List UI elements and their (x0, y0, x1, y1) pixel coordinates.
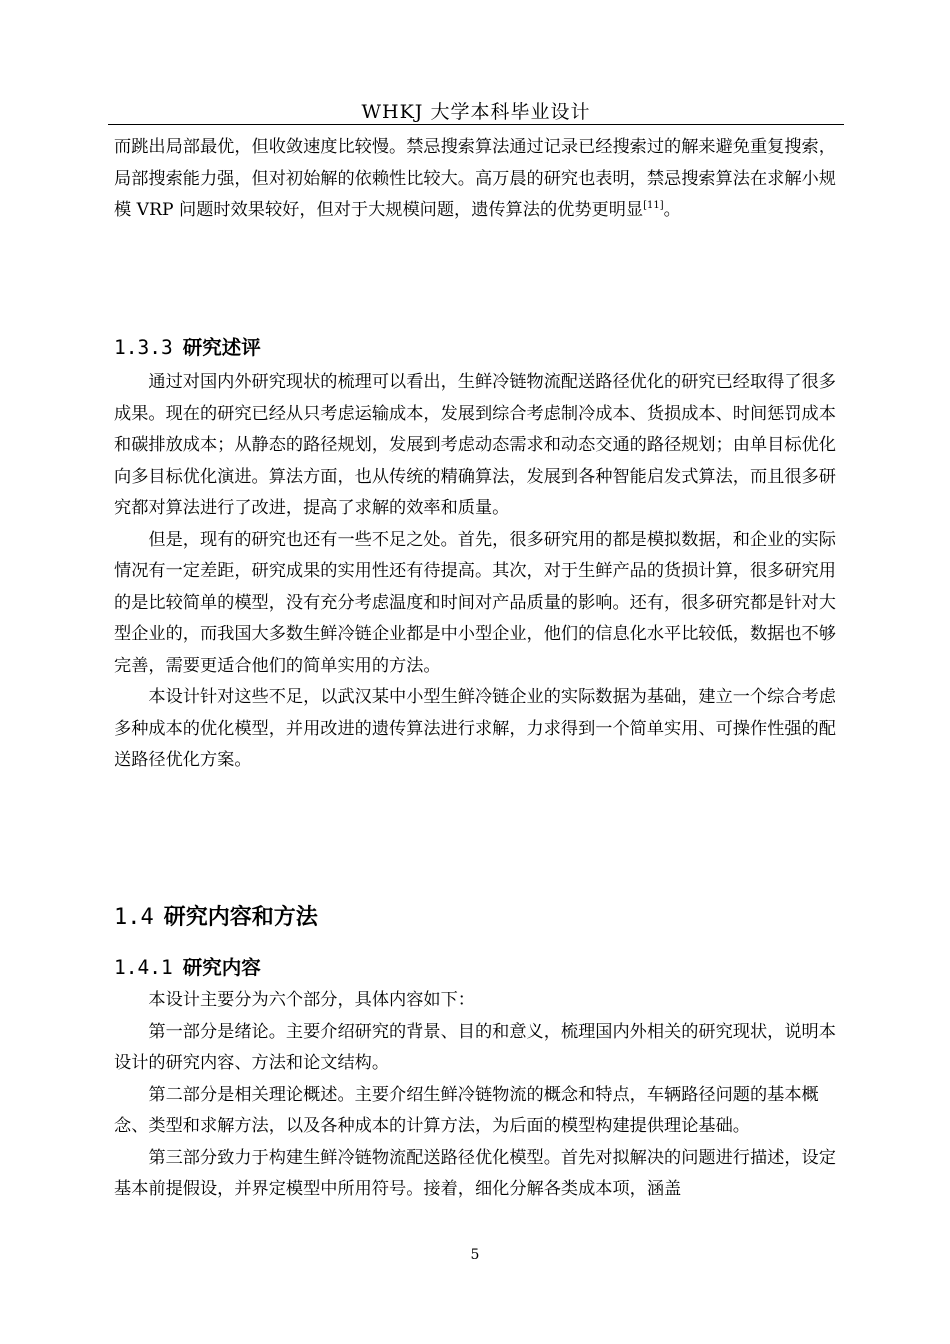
section-heading-1-3-3 (114, 332, 261, 360)
review-body (114, 367, 838, 777)
intro-end: 。 (663, 200, 681, 220)
content-paragraph-4: 第三部分致力于构建生鲜冷链物流配送路径优化模型。首先对拟解决的问题进行描述，设定基本前提假设，并界定模型中所用符号。接着，细化分解各类成本项，涵盖 (114, 1147, 836, 1199)
section-heading-1-4 (114, 900, 318, 931)
section-number: 1.3.3 (114, 336, 173, 359)
section-number: 1.4 (114, 905, 154, 930)
review-paragraph-1: 通过对国内外研究现状的梳理可以看出，生鲜冷链物流配送路径优化的研究已经取得了很多成果。现在的研究已经从只考虑运输成本，发展到综合考虑制冷成本、货损成本、时间惩罚成本和碳排放成本；从静态的路径规划，发展到考虑动态需求和动态交通的路径规划；由单目标优化向多目标优化演进。算法方面，也从传统的精确算法，发展到各种智能启发式算法，而且很多研究都对算法进行了改进，提高了求解的效率和质量。 (114, 372, 836, 518)
review-paragraph-3: 本设计针对这些不足，以武汉某中小型生鲜冷链企业的实际数据为基础，建立一个综合考虑多种成本的优化模型，并用改进的遗传算法进行求解，力求得到一个简单实用、可操作性强的配送路径优化方案。 (114, 687, 836, 770)
content-paragraph-3: 第二部分是相关理论概述。主要介绍生鲜冷链物流的概念和特点，车辆路径问题的基本概念、类型和求解方法，以及各种成本的计算方法，为后面的模型构建提供理论基础。 (114, 1084, 819, 1136)
review-paragraph-2: 但是，现有的研究也还有一些不足之处。首先，很多研究用的都是模拟数据，和企业的实际情况有一定差距，研究成果的实用性还有待提高。其次，对于生鲜产品的货损计算，很多研究用的是比较简单的模型，没有充分考虑温度和时间对产品质量的影响。还有，很多研究都是针对大型企业的，而我国大多数生鲜冷链企业都是中小型企业，他们的信息化水平比较低，数据也不够完善，需要更适合他们的简单实用的方法。 (114, 529, 836, 676)
section-number: 1.4.1 (114, 956, 173, 979)
citation-mark: [11] (643, 200, 664, 211)
content-paragraph-1: 本设计主要分为六个部分，具体内容如下： (148, 990, 475, 1010)
section-title: 研究内容 (182, 956, 261, 979)
content-body (114, 985, 838, 1206)
page-header-title: WHKJ 大学本科毕业设计 (361, 101, 591, 123)
section-heading-1-4-1 (114, 952, 261, 980)
section-title: 研究述评 (182, 336, 261, 359)
content-paragraph-2: 第一部分是绪论。主要介绍研究的背景、目的和意义，梳理国内外相关的研究现状，说明本设计的研究内容、方法和论文结构。 (114, 1021, 836, 1073)
intro-paragraph (114, 132, 838, 227)
section-title: 研究内容和方法 (163, 904, 318, 930)
header-divider (108, 124, 844, 125)
page-number: 5 (470, 1247, 480, 1263)
intro-text: 而跳出局部最优，但收敛速度比较慢。禁忌搜索算法通过记录已经搜索过的解来避免重复搜索，局部搜索能力强，但对初始解的依赖性比较大。高万晨的研究也表明，禁忌搜索算法在求解小规模 VRP 问题时效果较好，但对于大规模问题，遗传算法的优势更明显 (114, 137, 836, 220)
